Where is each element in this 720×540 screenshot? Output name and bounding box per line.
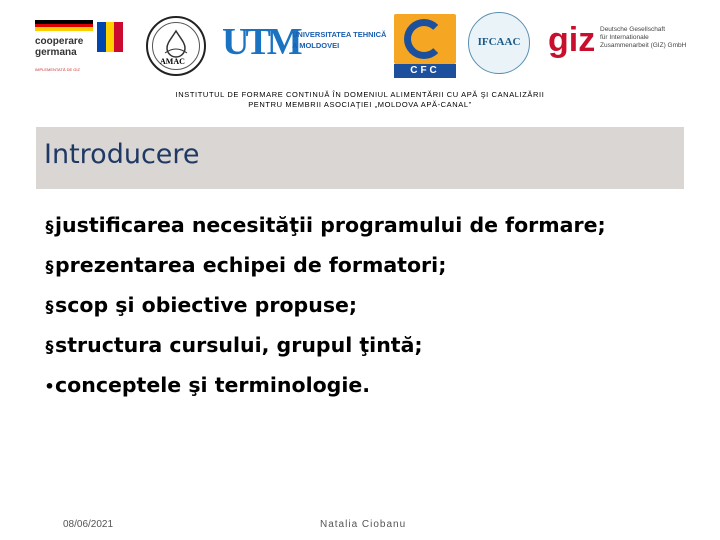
bullet-text: justificarea necesităţii programului de formare; (55, 213, 606, 237)
bullet-item (44, 366, 704, 406)
cfc-label: CFC (394, 64, 456, 78)
giz-mark: giz (548, 21, 596, 59)
amac-logo (146, 16, 216, 78)
giz-line1: Deutsche Gesellschaft (600, 26, 666, 33)
bullet-text: scop şi obiective propuse; (55, 293, 358, 317)
dot-bullet-icon: • (44, 377, 55, 396)
section-bullet-icon: § (45, 297, 54, 316)
utm-line2: A MOLDOVEI (292, 41, 340, 50)
ifcaac-logo (468, 12, 530, 74)
giz-logo (548, 20, 718, 70)
bullet-item (44, 326, 704, 366)
bullet-item (44, 246, 704, 286)
bullet-list (44, 206, 704, 406)
cooperare-label: cooperare (35, 36, 84, 47)
giz-line2: für Internationale (600, 34, 649, 41)
bullet-text: structura cursului, grupul ţintă; (55, 333, 423, 357)
institute-line2: PENTRU MEMBRII ASOCIAŢIEI „MOLDOVA APĂ-CANAL” (248, 100, 472, 109)
footer-date: 08/06/2021 (63, 519, 114, 530)
germany-flag-icon (35, 20, 93, 31)
slide-title-bar (36, 127, 684, 189)
section-bullet-icon: § (45, 337, 54, 356)
cooperare-sub-label: IMPLEMENTATĂ DE GIZ (35, 67, 80, 72)
utm-mark: UTM (222, 21, 299, 63)
giz-line3: Zusammenarbeit (GIZ) GmbH (600, 42, 687, 49)
institute-header (0, 90, 720, 110)
institute-line1: INSTITUTUL DE FORMARE CONTINUĂ ÎN DOMENIUL ALIMENTĂRII CU APĂ ŞI CANALIZĂRII (175, 90, 545, 99)
utm-logo (222, 18, 392, 68)
bullet-text: conceptele şi terminologie. (55, 373, 371, 397)
bullet-text: prezentarea echipei de formatori; (55, 253, 447, 277)
bullet-item (44, 206, 704, 246)
germana-label: germana (35, 47, 77, 58)
bullet-item (44, 286, 704, 326)
slide-title: Introducere (44, 139, 200, 170)
logo-strip (0, 0, 720, 88)
amac-label: AMAC (160, 57, 185, 66)
c-mark-icon (404, 19, 444, 59)
cfc-logo (394, 14, 456, 78)
moldova-flag-icon (97, 22, 123, 52)
ifcaac-label: IFCAAC (477, 36, 521, 48)
utm-line1: UNIVERSITATEA TEHNICĂ (292, 30, 387, 39)
section-bullet-icon: § (45, 257, 54, 276)
section-bullet-icon: § (45, 217, 54, 236)
footer-author: Natalia Ciobanu (320, 519, 407, 530)
cooperare-germana-logo (35, 20, 135, 78)
